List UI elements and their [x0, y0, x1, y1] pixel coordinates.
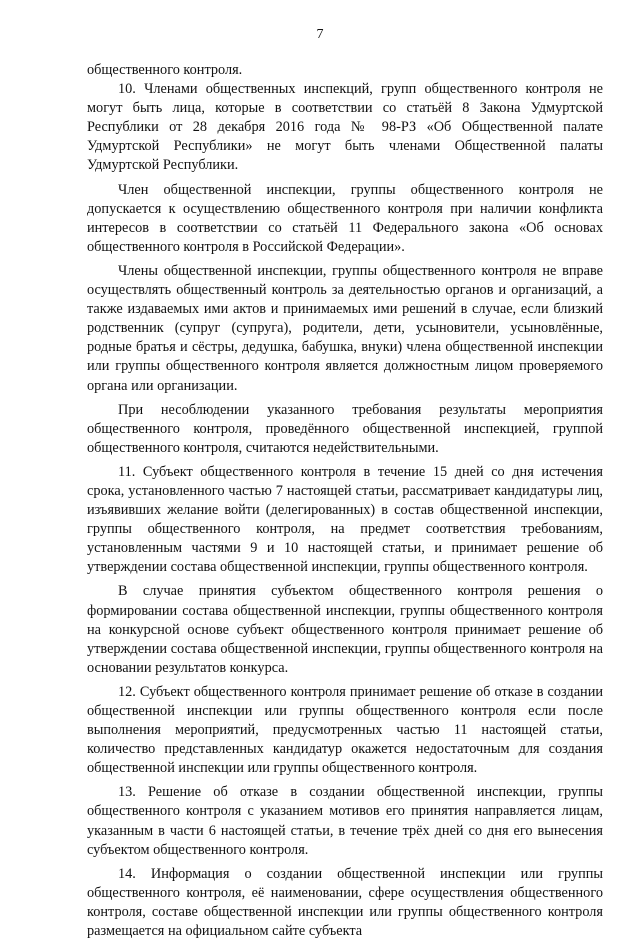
- paragraph-relatives-restriction: Члены общественной инспекции, группы общественного контроля не вправе осуществлять общественный контроль за деятельностью органов и организаций, а также издаваемых ими актов и принимаемых ими решений в случае, если близкий родственник (супруг (супруга), родители, дети, усыновители, усыновлённые, родные братья и сёстры, дедушка, бабушка, внуки) члена общественной инспекции или группы общественного контроля является должностным лицом проверяемого органа или организации.: [87, 262, 603, 394]
- paragraph-item-12: 12. Субъект общественного контроля принимает решение об отказе в создании общественной инспекции или группы общественного контроля если после выполнения мероприятий, предусмотренных частью 11 настоящей статьи, количество представленных кандидатур окажется недостаточным для создания общественной инспекции или группы общественного контроля.: [87, 683, 603, 777]
- paragraph-competitive-basis: В случае принятия субъектом общественного контроля решения о формировании состава общественной инспекции, группы общественного контроля на конкурсной основе субъект общественного контроля принимает решение об утверждении состава общественной инспекции, группы общественного контроля на основании результатов конкурса.: [87, 583, 603, 676]
- paragraph-invalid-results: При несоблюдении указанного требования результаты мероприятия общественного контроля, проведённого общественной инспекцией, группой общественного контроля, считаются недействительными.: [87, 401, 603, 456]
- page-number: 7: [316, 27, 324, 42]
- document-body: [87, 61, 603, 941]
- paragraph-item-11: 11. Субъект общественного контроля в течение 15 дней со дня истечения срока, установленного частью 7 настоящей статьи, рассматривает кандидатуры лиц, изъявивших желание войти (делегированных) в состав общественной инспекции, группы общественного контроля, на предмет соответствия требованиям, установленным частями 9 и 10 настоящей статьи, и принимает решение об утверждении состава общественной инспекции, группы общественного контроля.: [87, 463, 603, 576]
- paragraph-continuation: общественного контроля.: [87, 62, 243, 78]
- paragraph-item-14: 14. Информация о создании общественной инспекции или группы общественного контроля, её наименовании, сфере осуществления общественного контроля, составе общественной инспекции или группы общественного контроля размещается на официальном сайте субъекта: [87, 865, 603, 940]
- paragraph-item-10: 10. Членами общественных инспекций, групп общественного контроля не могут быть лица, которые в соответствии со статьёй 8 Закона Удмуртской Республики от 28 декабря 2016 года № 98-РЗ «Об Общественной палате Удмуртской Республики» не могут быть членами Общественной палаты Удмуртской Республики.: [87, 81, 603, 174]
- paragraph-item-13: 13. Решение об отказе в создании общественной инспекции, группы общественного контроля с указанием мотивов его принятия направляется лицам, указанным в части 6 настоящей статьи, в течение трёх дней со дня его вынесения субъектом общественного контроля.: [87, 784, 603, 858]
- paragraph-conflict-of-interest: Член общественной инспекции, группы общественного контроля не допускается к осуществлению общественного контроля при наличии конфликта интересов в соответствии со статьёй 11 Федерального закона «Об основах общественного контроля в Российской Федерации».: [87, 181, 603, 255]
